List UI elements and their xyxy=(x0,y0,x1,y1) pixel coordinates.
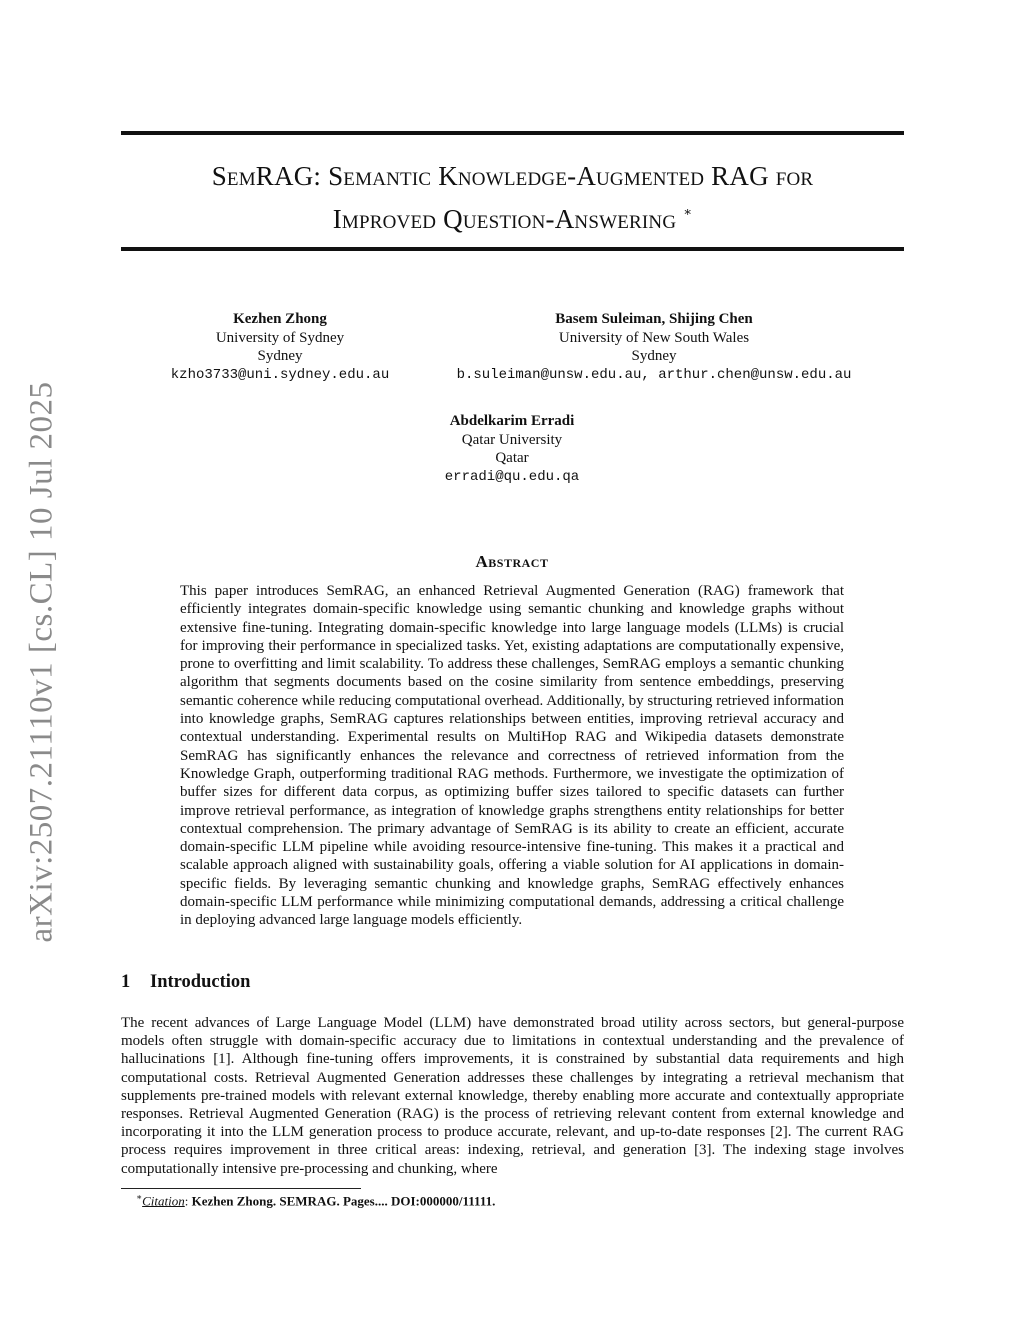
footnote xyxy=(136,1192,495,1209)
author-email[interactable]: kzho3733@uni.sydney.edu.au xyxy=(170,366,390,383)
author-block xyxy=(160,310,400,384)
arxiv-stamp: arXiv:2507.21110v1 [cs.CL] 10 Jul 2025 xyxy=(23,381,60,943)
title-part: for xyxy=(768,161,814,191)
abstract-text: This paper introduces SemRAG, an enhanced Retrieval Augmented Generation (RAG) framework that efficiently integrates domain-specific knowledge using semantic chunking and knowledge graphs without extensive fine-tuning. Integrating domain-specific knowledge into large language models (LLMs) is crucial for improving their performance in specialized tasks. Yet, existing adaptations are computationally expensive, prone to overfitting and limit scalability. To address these challenges, SemRAG employs a semantic chunking algorithm that segments documents based on the cosine similarity from sentence embeddings, preserving semantic coherence while reducing computational overhead. Additionally, by structuring retrieved information into knowledge graphs, SemRAG captures relationships between entities, improving retrieval accuracy and contextual understanding. Experimental results on MultiHop RAG and Wikipedia datasets demonstrate SemRAG has significantly enhances the relevance and correctness of retrieved information from the Knowledge Graph, outperforming traditional RAG methods. Furthermore, we investigate the optimization of buffer sizes for different data corpus, as optimizing buffer sizes tailored to specific datasets can further improve retrieval performance, as integration of knowledge graphs strengthens entity relationships for better contextual comprehension. The primary advantage of SemRAG is its ability to create an efficient, accurate domain-specific LLM pipeline while avoiding resource-intensive fine-tuning. This makes it a practical and scalable approach aligned with sustainability goals, offering a viable solution for AI applications in domain-specific fields. By leveraging semantic chunking and knowledge graphs, SemRAG effectively enhances domain-specific LLM performance while minimizing computational demands, addressing a critical challenge in deploying advanced large language models efficiently. xyxy=(180,583,844,929)
section-number: 1 xyxy=(121,972,131,992)
title-part: SemRAG xyxy=(211,161,314,191)
author-name: Abdelkarim Erradi xyxy=(449,413,575,429)
title-rule-top xyxy=(121,131,904,135)
title-rule-bottom xyxy=(121,247,904,251)
author-location: Sydney xyxy=(257,348,303,364)
title-part: : Semantic Knowledge-Augmented xyxy=(313,161,712,191)
footnote-citation: Kezhen Zhong. SEMRAG. Pages.... DOI:000000/11111. xyxy=(191,1193,496,1209)
author-affiliation: University of Sydney xyxy=(215,329,345,346)
abstract-heading: Abstract xyxy=(475,552,549,571)
author-name: Basem Suleiman, Shijing Chen xyxy=(555,311,753,327)
footnote-rule xyxy=(121,1188,361,1189)
author-email[interactable]: b.suleiman@unsw.edu.au, arthur.chen@unsw.edu.au xyxy=(456,366,852,383)
author-affiliation: Qatar University xyxy=(461,431,563,448)
footnote-colon: : xyxy=(184,1193,192,1209)
paper-title xyxy=(121,158,904,237)
author-block xyxy=(442,310,866,384)
author-location: Qatar xyxy=(495,450,529,466)
author-name: Kezhen Zhong xyxy=(233,311,327,327)
footnote-marker: ∗ xyxy=(136,1192,143,1202)
intro-paragraph: The recent advances of Large Language Model (LLM) have demonstrated broad utility across sectors, but general-purpose models often struggle with domain-specific accuracy due to limitations in contextual understanding and the prevalence of hallucinations [1]. Although fine-tuning offers improvements, it is constrained by substantial data requirements and high computational costs. Retrieval Augmented Generation addresses these challenges by integrating a retrieval mechanism that supplements pre-trained models with relevant external knowledge, thereby enabling more accurate and contextually appropriate responses. Retrieval Augmented Generation (RAG) is the process of retrieving relevant content from external knowledge and incorporating it into the LLM generation process to produce accurate, relevant, and up-to-date responses [2]. The current RAG process requires improvement in three critical areas: indexing, retrieval, and generation [3]. The indexing stage involves computationally intensive pre-processing and chunking, where xyxy=(121,1015,904,1177)
title-footnote-marker: ∗ xyxy=(683,204,693,219)
title-line-2: Improved Question-Answering xyxy=(332,204,677,234)
section-title: Introduction xyxy=(150,972,251,992)
author-email[interactable]: erradi@qu.edu.qa xyxy=(444,468,580,485)
footnote-label: Citation xyxy=(142,1193,185,1209)
author-affiliation: University of New South Wales xyxy=(558,329,750,346)
title-part: RAG xyxy=(711,161,769,191)
section-heading xyxy=(121,972,250,993)
author-block xyxy=(412,412,612,486)
author-location: Sydney xyxy=(631,348,677,364)
